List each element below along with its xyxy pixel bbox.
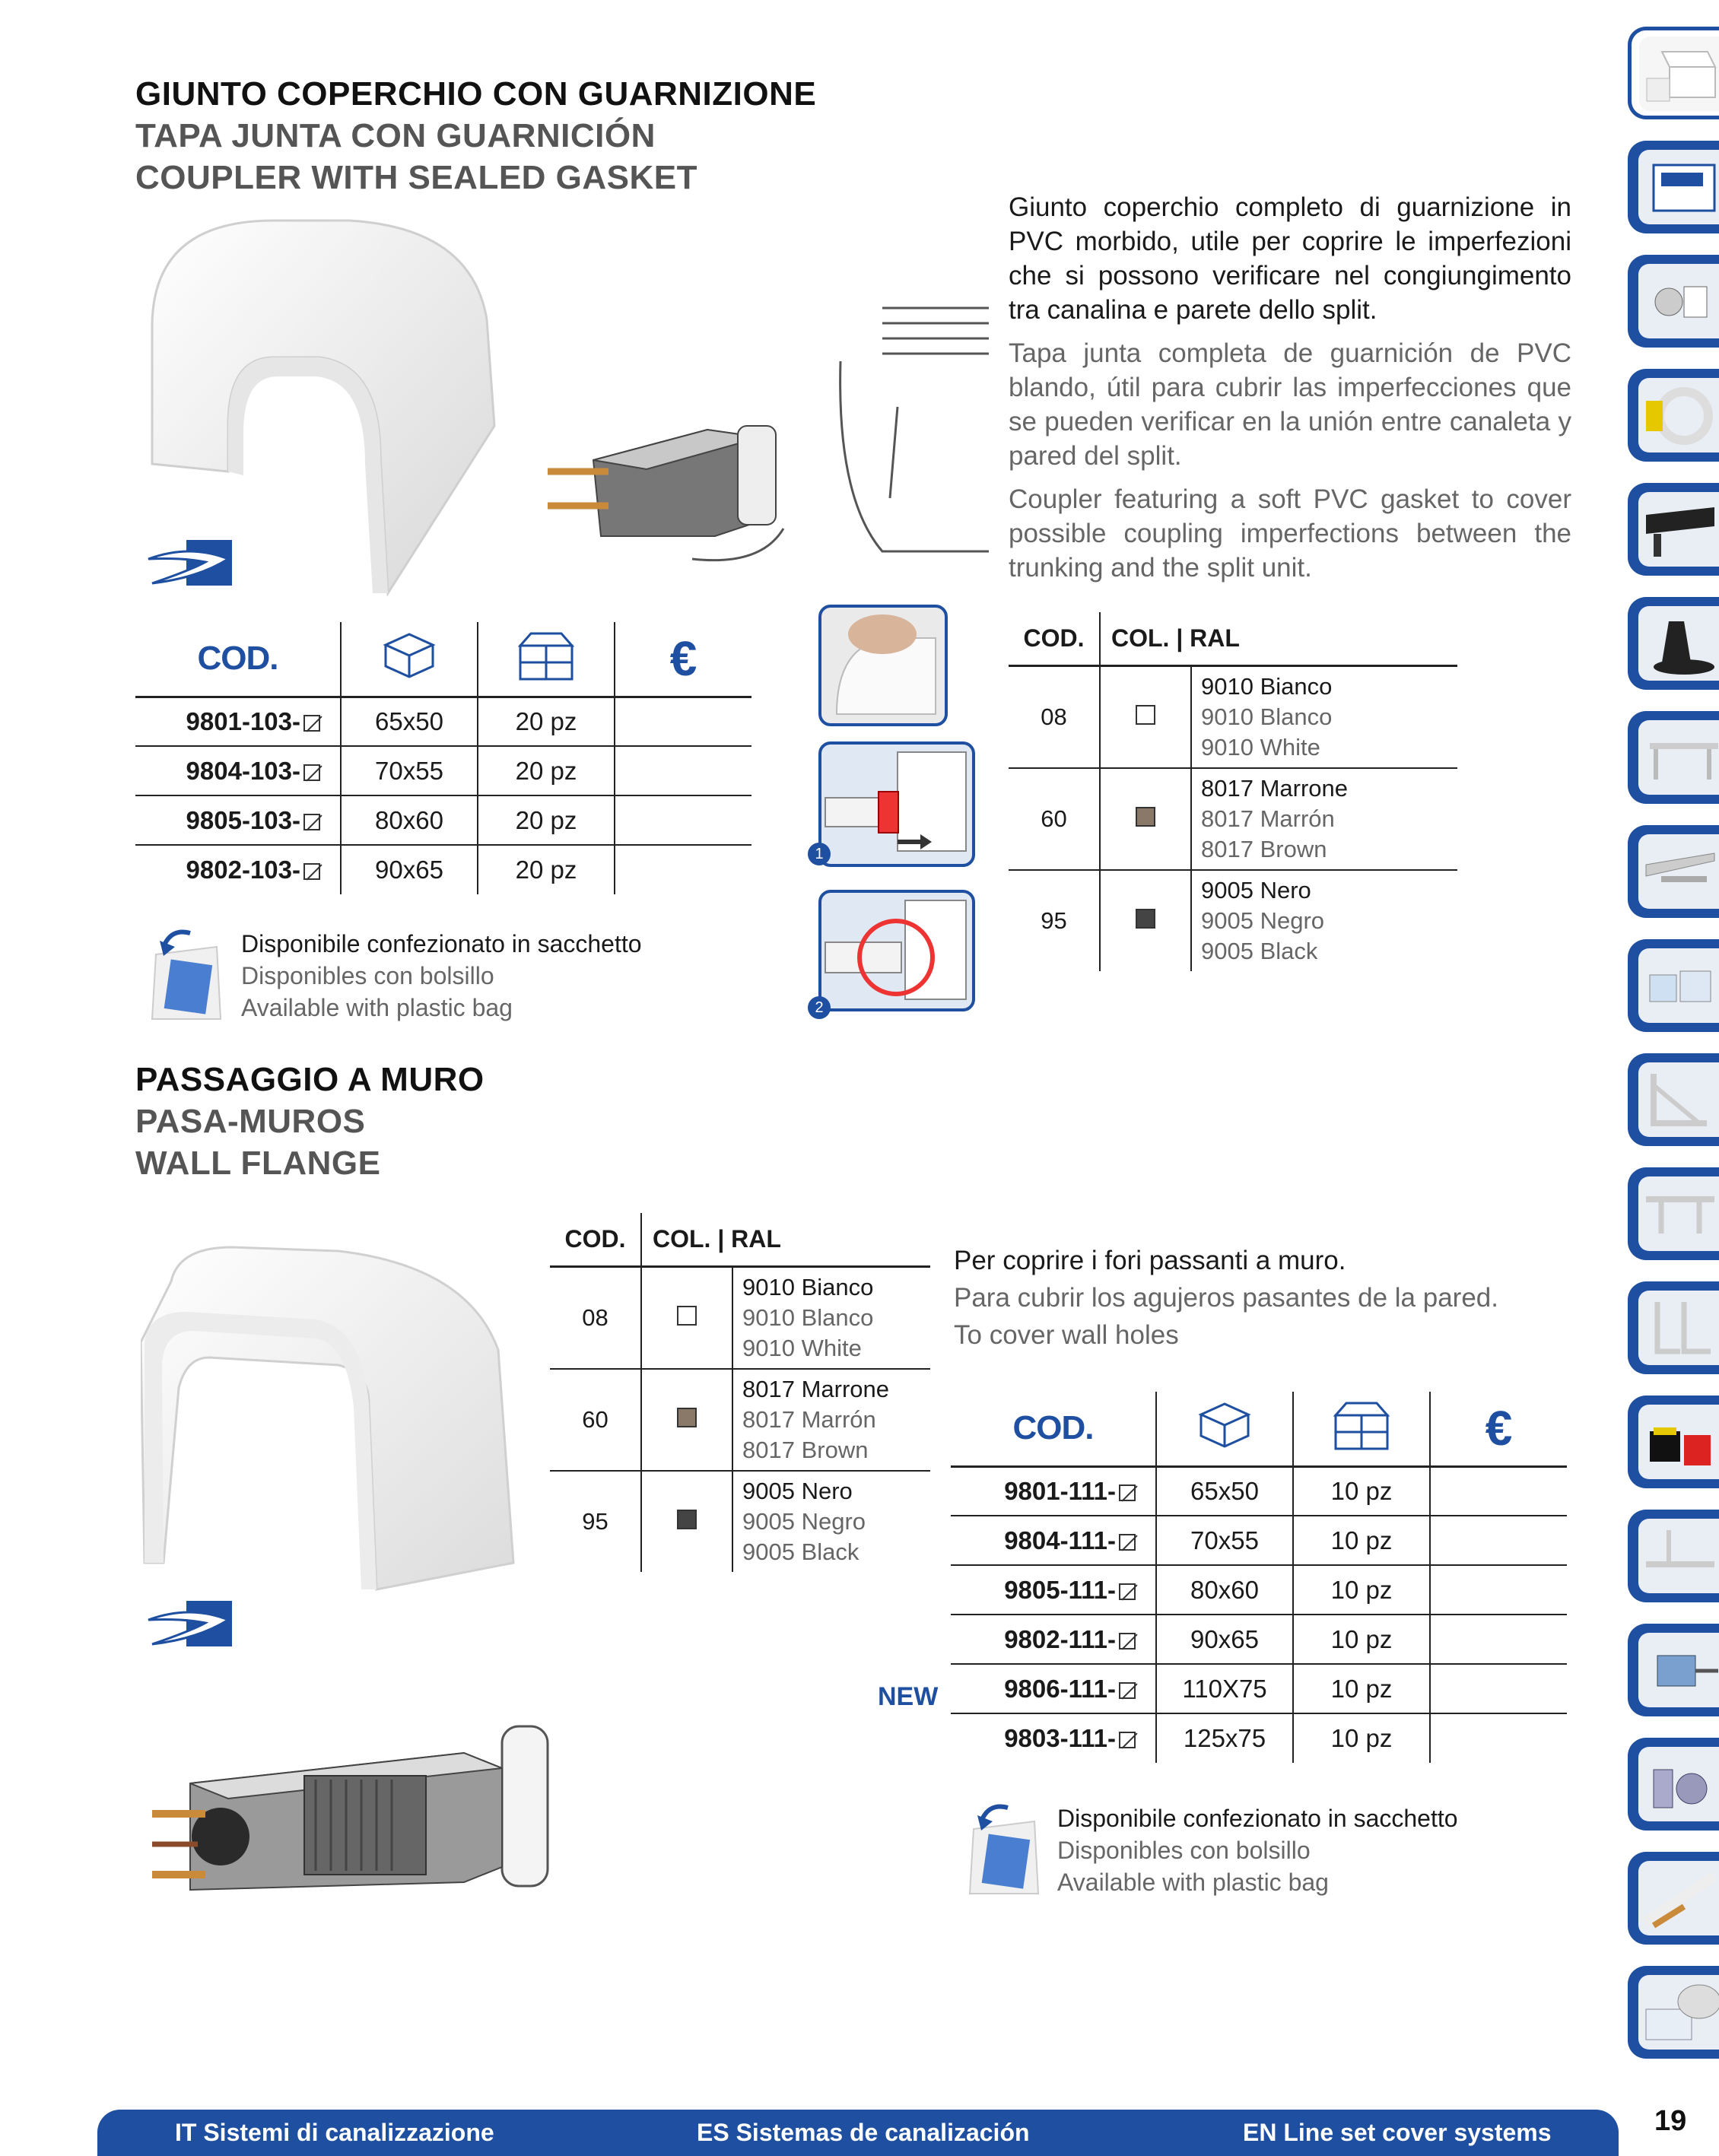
color-code-placeholder-icon xyxy=(1119,1484,1136,1501)
table-row xyxy=(951,1466,1567,1516)
brand-logo-icon xyxy=(145,1597,243,1650)
product-qty: 10 pz xyxy=(1293,1466,1430,1516)
product-qty: 10 pz xyxy=(1293,1664,1430,1713)
table-row xyxy=(135,697,751,746)
col-table-ral-header: COL. | RAL xyxy=(641,1213,930,1266)
color-code-placeholder-icon xyxy=(1119,1682,1136,1699)
footer-bar xyxy=(97,2110,1619,2156)
ral-name-it: 9010 Bianco xyxy=(1201,672,1333,700)
product-size: 70x55 xyxy=(1156,1516,1293,1565)
section1-desc-it: Giunto coperchio completo di guarnizione in PVC morbido, utile per coprire le imperfezioni che si possono verificare nel congiungimento tra canalina e parete dello split. xyxy=(1009,192,1571,325)
color-code: 08 xyxy=(1009,665,1100,768)
product-code: 9805-111- xyxy=(1004,1575,1116,1604)
package-quantity-icon xyxy=(478,622,615,697)
product-qty: 10 pz xyxy=(1293,1713,1430,1763)
cod-header: COD. xyxy=(951,1392,1156,1466)
price-header xyxy=(615,622,751,697)
color-code: 60 xyxy=(1009,768,1100,870)
ral-name-en: 9010 White xyxy=(742,1334,862,1361)
product-qty: 20 pz xyxy=(478,845,615,894)
ral-name-it: 8017 Marrone xyxy=(1201,774,1349,802)
color-row xyxy=(1009,870,1457,971)
ral-name-es: 8017 Marrón xyxy=(742,1405,876,1433)
category-tab-ground-supports[interactable] xyxy=(1628,825,1719,918)
section1-desc-es: Tapa junta completa de guarnición de PVC blando, útil para cubrir las imperfecciones que se pueden verificar en la unión entre canaleta y pared del split. xyxy=(1009,338,1571,471)
color-code-placeholder-icon xyxy=(1119,1633,1136,1650)
package-quantity-icon xyxy=(1293,1392,1430,1466)
table-row xyxy=(951,1516,1567,1565)
product-code: 9804-103- xyxy=(186,756,300,785)
category-tab-fittings[interactable] xyxy=(1628,1738,1719,1831)
section1-desc-en: Coupler featuring a soft PVC gasket to cover possible coupling imperfections between the trunking and the split unit. xyxy=(1009,484,1571,583)
color-row xyxy=(1009,665,1457,768)
product-size: 65x50 xyxy=(341,697,478,746)
section1-description xyxy=(1009,190,1571,594)
step-2-image xyxy=(818,890,975,1011)
color-code: 60 xyxy=(550,1369,641,1471)
product-size: 90x65 xyxy=(341,845,478,894)
ral-name-it: 9005 Nero xyxy=(1201,876,1311,903)
product-price xyxy=(1430,1516,1567,1565)
product-code: 9801-103- xyxy=(186,706,300,735)
color-swatch-white xyxy=(1136,705,1155,725)
ral-name-en: 8017 Brown xyxy=(1201,835,1327,862)
color-row xyxy=(550,1369,930,1471)
category-tab-covers[interactable] xyxy=(1628,27,1719,119)
section2-desc-it: Per coprire i fori passanti a muro. xyxy=(954,1246,1346,1275)
product-size: 65x50 xyxy=(1156,1466,1293,1516)
ral-name-it: 9010 Bianco xyxy=(742,1273,874,1300)
category-tab-wall-brackets[interactable] xyxy=(1628,1281,1719,1374)
footer-label-en: EN Line set cover systems xyxy=(1243,2119,1552,2146)
footer-label-es: ES Sistemas de canalización xyxy=(697,2119,1030,2146)
installation-illustration xyxy=(532,300,989,582)
step-photo-gasket xyxy=(818,605,948,726)
product-qty: 10 pz xyxy=(1293,1565,1430,1615)
product-code: 9802-103- xyxy=(186,856,300,884)
step-1-image xyxy=(818,741,975,867)
ral-name-es: 9010 Blanco xyxy=(742,1303,874,1331)
color-code-placeholder-icon xyxy=(303,863,320,880)
category-tab-antivibration[interactable] xyxy=(1628,1396,1719,1488)
section1-bag-note xyxy=(241,928,642,1024)
category-tab-pads[interactable] xyxy=(1628,939,1719,1032)
category-tab-brackets[interactable] xyxy=(1628,1053,1719,1146)
product-qty: 10 pz xyxy=(1293,1615,1430,1664)
color-swatch-black xyxy=(1136,909,1155,929)
step-2-badge: 2 xyxy=(808,996,831,1019)
ral-name-en: 9005 Black xyxy=(1201,937,1318,964)
product-code: 9803-111- xyxy=(1004,1724,1116,1752)
category-tab-feet[interactable] xyxy=(1628,597,1719,690)
table-row xyxy=(951,1664,1567,1713)
color-swatch-black xyxy=(677,1510,697,1529)
product-price xyxy=(1430,1615,1567,1664)
table-row xyxy=(951,1615,1567,1664)
price-header xyxy=(1430,1392,1567,1466)
color-swatch-brown xyxy=(1136,807,1155,827)
euro-icon: € xyxy=(1485,1401,1513,1456)
category-tab-grilles[interactable] xyxy=(1628,1966,1719,2059)
wall-passage-illustration xyxy=(145,1723,555,1905)
brand-logo-icon xyxy=(145,536,243,589)
table-row xyxy=(135,746,751,795)
ral-name-es: 9010 Blanco xyxy=(1201,703,1333,730)
color-code-placeholder-icon xyxy=(303,715,320,732)
section2-title-en: WALL FLANGE xyxy=(135,1145,381,1182)
category-tab-ceiling-brackets[interactable] xyxy=(1628,1510,1719,1602)
product-size: 80x60 xyxy=(341,795,478,845)
section2-title-es: PASA-MUROS xyxy=(135,1103,366,1140)
section2-color-table xyxy=(550,1213,930,1572)
ral-name-en: 9005 Black xyxy=(742,1538,860,1565)
product-price xyxy=(1430,1713,1567,1763)
product-size: 80x60 xyxy=(1156,1565,1293,1615)
category-tab-stands[interactable] xyxy=(1628,711,1719,804)
color-row xyxy=(1009,768,1457,870)
bag-note-es: Disponibles con bolsillo xyxy=(241,962,494,989)
section2-bag-note xyxy=(1057,1802,1458,1898)
section2-desc-es: Para cubrir los agujeros pasantes de la pared. xyxy=(954,1283,1498,1313)
color-code-placeholder-icon xyxy=(303,814,320,830)
table-row xyxy=(951,1565,1567,1615)
ral-name-en: 9010 White xyxy=(1201,733,1320,760)
table-row xyxy=(135,795,751,845)
euro-icon: € xyxy=(669,631,697,687)
color-swatch-white xyxy=(677,1306,697,1326)
ral-name-it: 8017 Marrone xyxy=(742,1375,890,1402)
color-code-placeholder-icon xyxy=(1119,1583,1136,1600)
dimensions-icon xyxy=(341,622,478,697)
product-qty: 20 pz xyxy=(478,746,615,795)
category-tab-supports[interactable] xyxy=(1628,483,1719,576)
wall-flange-image xyxy=(141,1243,536,1601)
ral-name-es: 9005 Negro xyxy=(742,1507,866,1535)
ral-name-en: 8017 Brown xyxy=(742,1436,869,1463)
product-code: 9804-111- xyxy=(1004,1526,1116,1554)
dimensions-icon xyxy=(1156,1392,1293,1466)
bag-note-es: Disponibles con bolsillo xyxy=(1057,1837,1311,1864)
product-code: 9801-111- xyxy=(1004,1476,1116,1505)
section2-code-table xyxy=(951,1392,1567,1763)
step-1-badge: 1 xyxy=(808,843,831,865)
cod-header: COD. xyxy=(135,622,341,697)
color-swatch-brown xyxy=(677,1408,697,1427)
product-size: 125x75 xyxy=(1156,1713,1293,1763)
product-price xyxy=(615,746,751,795)
bag-note-en: Available with plastic bag xyxy=(241,994,513,1021)
category-tab-valves[interactable] xyxy=(1628,255,1719,348)
section1-title-en: COUPLER WITH SEALED GASKET xyxy=(135,159,698,196)
product-size: 90x65 xyxy=(1156,1615,1293,1664)
table-row xyxy=(135,845,751,894)
category-tab-pipes[interactable] xyxy=(1628,1852,1719,1945)
bag-note-en: Available with plastic bag xyxy=(1057,1869,1329,1896)
product-price xyxy=(1430,1565,1567,1615)
new-badge: NEW xyxy=(878,1682,939,1711)
section1-color-table xyxy=(1009,612,1457,971)
col-table-cod-header: COD. xyxy=(1009,612,1100,665)
plastic-bag-icon xyxy=(966,1799,1042,1897)
footer-label-it: IT Sistemi di canalizzazione xyxy=(175,2119,494,2146)
product-price xyxy=(1430,1664,1567,1713)
col-table-ral-header: COL. | RAL xyxy=(1100,612,1457,665)
category-tab-kits[interactable] xyxy=(1628,141,1719,233)
color-code-placeholder-icon xyxy=(1119,1534,1136,1551)
bag-note-it: Disponibile confezionato in sacchetto xyxy=(241,930,642,957)
category-tab-hoses[interactable] xyxy=(1628,369,1719,462)
product-price xyxy=(615,845,751,894)
product-code: 9802-111- xyxy=(1004,1624,1116,1653)
color-code: 95 xyxy=(1009,870,1100,971)
product-size: 110X75 xyxy=(1156,1664,1293,1713)
section1-title-es: TAPA JUNTA CON GUARNICIÓN xyxy=(135,117,656,154)
section2-desc-en: To cover wall holes xyxy=(954,1320,1179,1350)
color-code: 08 xyxy=(550,1266,641,1369)
color-code-placeholder-icon xyxy=(303,764,320,781)
ral-name-es: 8017 Marrón xyxy=(1201,805,1335,832)
color-code: 95 xyxy=(550,1471,641,1572)
color-row xyxy=(550,1266,930,1369)
product-code: 9806-111- xyxy=(1004,1674,1116,1703)
product-qty: 10 pz xyxy=(1293,1516,1430,1565)
category-tab-roof-brackets[interactable] xyxy=(1628,1167,1719,1260)
ral-name-es: 9005 Negro xyxy=(1201,907,1325,934)
color-code-placeholder-icon xyxy=(1119,1732,1136,1748)
product-code: 9805-103- xyxy=(186,805,300,834)
color-row xyxy=(550,1471,930,1572)
section2-description xyxy=(954,1242,1578,1354)
product-size: 70x55 xyxy=(341,746,478,795)
category-tab-pumps[interactable] xyxy=(1628,1624,1719,1716)
section1-title-it: GIUNTO COPERCHIO CON GUARNIZIONE xyxy=(135,75,817,113)
product-price xyxy=(1430,1466,1567,1516)
page-number: 19 xyxy=(1654,2105,1687,2137)
section1-code-table xyxy=(135,622,751,894)
plastic-bag-icon xyxy=(148,924,224,1023)
product-qty: 20 pz xyxy=(478,697,615,746)
product-qty: 20 pz xyxy=(478,795,615,845)
product-price xyxy=(615,795,751,845)
ral-name-it: 9005 Nero xyxy=(742,1477,853,1504)
col-table-cod-header: COD. xyxy=(550,1213,641,1266)
bag-note-it: Disponibile confezionato in sacchetto xyxy=(1057,1805,1458,1832)
product-price xyxy=(615,697,751,746)
section2-title-it: PASSAGGIO A MURO xyxy=(135,1061,485,1098)
table-row xyxy=(951,1713,1567,1763)
